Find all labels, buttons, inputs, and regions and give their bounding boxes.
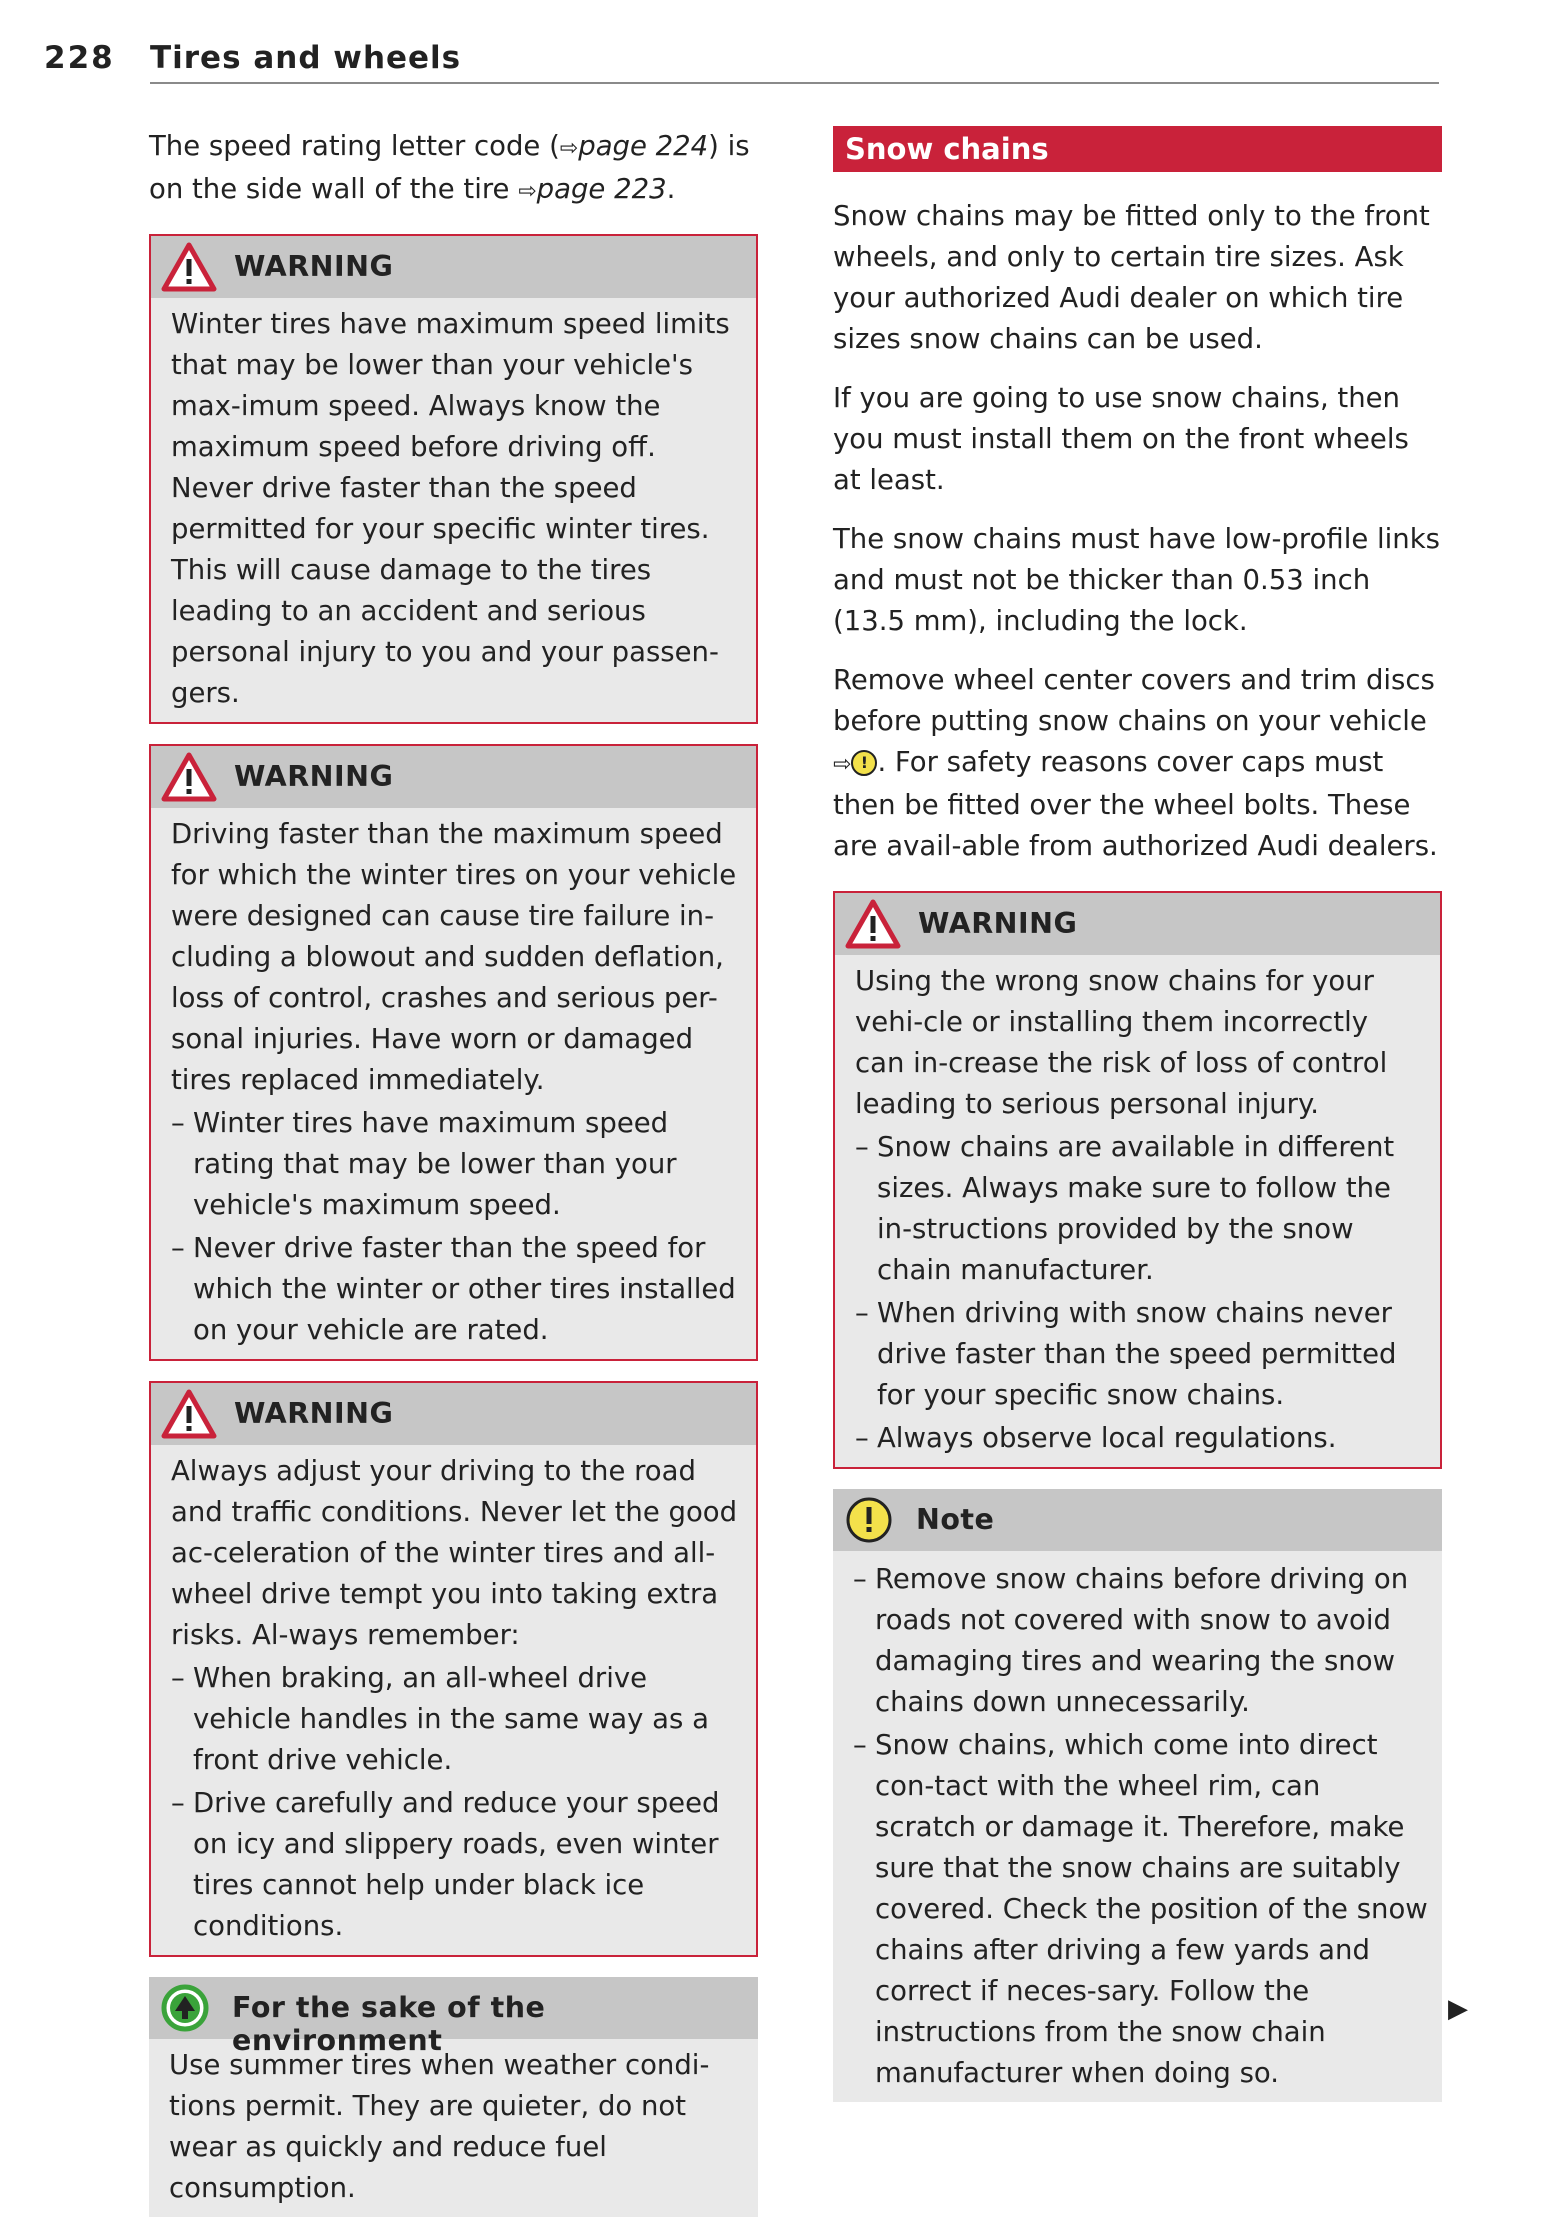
list-item: – Snow chains are available in different sizes. Always make sure to follow the in-structions provided by the snow chain manufacturer. — [855, 1127, 1426, 1291]
list-item: – When driving with snow chains never drive faster than the speed permitted for your specific snow chains. — [855, 1293, 1426, 1416]
paragraph-cover-caps: Remove wheel center covers and trim discs before putting snow chains on your vehicle ⇨ ! . For safety reasons cover caps must then be fitted over the wheel bolts. These are avail-able from authorized Audi dealers. — [833, 664, 1438, 862]
environment-box — [149, 1977, 758, 2217]
warning-box-driving-conditions — [149, 1381, 758, 1957]
warning-title: WARNING — [918, 907, 1078, 940]
note-title: Note — [916, 1503, 995, 1536]
warning-title: WARNING — [234, 250, 394, 283]
chapter-title: Tires and wheels — [150, 40, 462, 76]
tree-leaf-icon — [159, 1983, 215, 2033]
warning-box-snow-chains — [833, 891, 1442, 1469]
warning-body — [151, 298, 756, 722]
warning-header — [151, 746, 756, 808]
page-number: 228 — [44, 40, 115, 76]
warning-list — [171, 1103, 742, 1351]
note-body — [833, 1551, 1442, 2102]
environment-body — [149, 2039, 758, 2217]
paragraph: Snow chains may be fitted only to the front wheels, and only to certain tire sizes. Ask your authorized Audi dealer on which tire sizes snow chains can be used. — [833, 200, 1430, 355]
environment-title: For the sake of the environment — [232, 1991, 546, 2057]
warning-list — [171, 1658, 742, 1947]
environment-text: Use summer tires when weather condi-tions permit. They are quieter, do not wear as quickly and reduce fuel consumption. — [169, 2049, 710, 2204]
warning-list — [855, 1127, 1426, 1459]
list-item: – Winter tires have maximum speed rating that may be lower than your vehicle's maximum speed. — [171, 1103, 742, 1226]
note-header — [833, 1489, 1442, 1551]
warning-body — [835, 955, 1440, 1467]
page-reference-link[interactable]: page 223 — [536, 173, 667, 205]
continue-arrow-icon[interactable]: ▶ — [1448, 1994, 1468, 2024]
right-column — [833, 126, 1442, 2122]
warning-text: Always adjust your driving to the road and traffic conditions. Never let the good ac-celeration of the winter tires and all-wheel drive tempt you into taking extra risks. Al-ways remember: — [171, 1455, 738, 1651]
warning-triangle-icon — [161, 1389, 217, 1439]
warning-triangle-icon — [845, 899, 901, 949]
warning-header — [151, 236, 756, 298]
list-item: – Always observe local regulations. — [855, 1418, 1426, 1459]
warning-body — [151, 808, 756, 1359]
page-reference-link[interactable]: page 224 — [578, 130, 709, 162]
reference-arrow-icon: ⇨ — [518, 179, 537, 204]
warning-text: Using the wrong snow chains for your vehi-cle or installing them incorrectly can in-crease the risk of loss of control leading to serious personal injury. — [855, 965, 1388, 1120]
reference-arrow-icon: ⇨ — [559, 136, 579, 161]
exclamation-circle-icon[interactable]: ! — [851, 750, 877, 776]
intro-paragraph: The speed rating letter code (⇨page 224) is on the side wall of the tire ⇨page 223. — [149, 130, 750, 205]
warning-header — [151, 1383, 756, 1445]
note-list — [853, 1559, 1428, 2094]
environment-header — [149, 1977, 758, 2057]
list-item: – When braking, an all-wheel drive vehicle handles in the same way as a front drive vehicle. — [171, 1658, 742, 1781]
warning-triangle-icon — [161, 752, 217, 802]
note-box — [833, 1489, 1442, 2102]
paragraph: The snow chains must have low-profile links and must not be thicker than 0.53 inch (13.5 mm), including the lock. — [833, 523, 1440, 637]
warning-text: Driving faster than the maximum speed for which the winter tires on your vehicle were designed can cause tire failure in-cluding a blowout and sudden deflation, loss of control, crashes and serious per-sonal injuries. Have worn or damaged tires replaced immediately. — [171, 818, 737, 1096]
list-item: – Remove snow chains before driving on roads not covered with snow to avoid damaging tires and wearing the snow chains down unnecessarily. — [853, 1559, 1428, 1723]
left-column — [149, 126, 758, 2237]
warning-title: WARNING — [234, 1397, 394, 1430]
warning-body — [151, 1445, 756, 1955]
exclamation-circle-icon — [843, 1495, 899, 1545]
list-item: – Snow chains, which come into direct con-tact with the wheel rim, can scratch or damage it. Therefore, make sure that the snow chains are suitably covered. Check the position of the snow chains after driving a few yards and correct if neces-sary. Follow the instructions from the snow chain manufacturer when doing so. — [853, 1725, 1428, 2094]
warning-triangle-icon — [161, 242, 217, 292]
section-title-bar: Snow chains — [833, 126, 1442, 172]
header-rule — [150, 82, 1439, 84]
warning-title: WARNING — [234, 760, 394, 793]
warning-header — [835, 893, 1440, 955]
warning-box-exceed-speed — [149, 744, 758, 1361]
reference-arrow-icon: ⇨ — [833, 752, 852, 777]
list-item: – Never drive faster than the speed for which the winter or other tires installed on your vehicle are rated. — [171, 1228, 742, 1351]
warning-box-speed-limits — [149, 234, 758, 724]
list-item: – Drive carefully and reduce your speed on icy and slippery roads, even winter tires cannot help under black ice conditions. — [171, 1783, 742, 1947]
warning-text: Winter tires have maximum speed limits that may be lower than your vehicle's max-imum speed. Always know the maximum speed before driving off. Never drive faster than the speed permitted for your specific winter tires. This will cause damage to the tires leading to an accident and serious personal injury to you and your passen-gers. — [171, 308, 730, 709]
paragraph: If you are going to use snow chains, then you must install them on the front wheels at least. — [833, 382, 1409, 496]
